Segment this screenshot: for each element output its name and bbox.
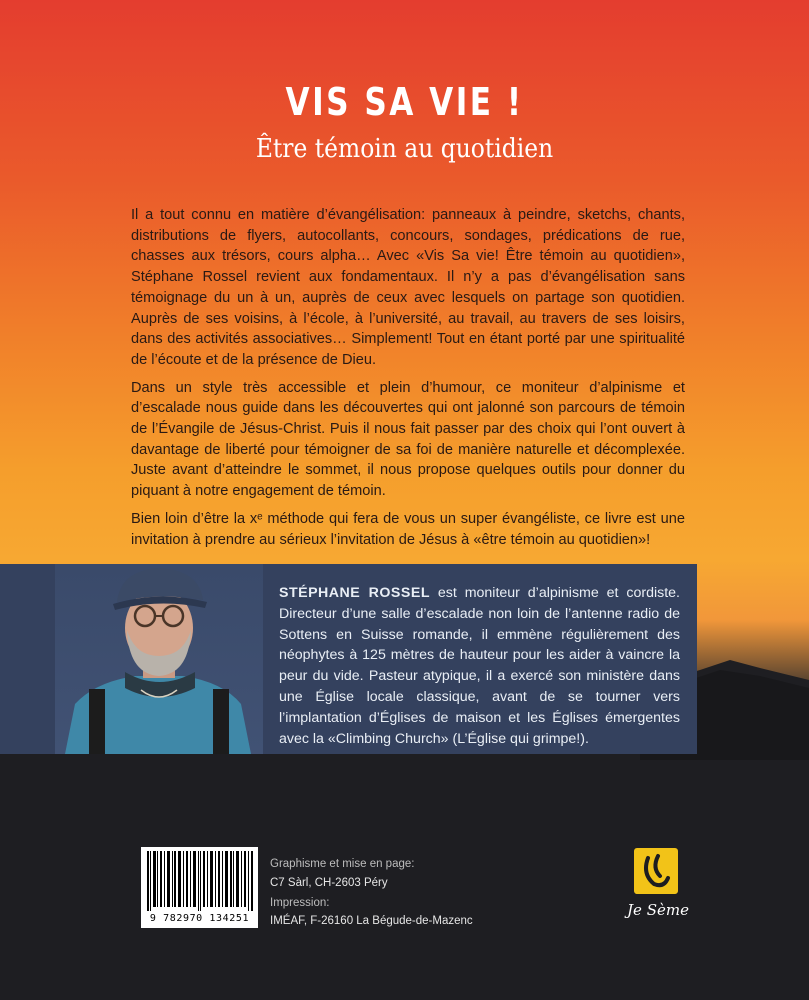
author-bio-text: est moniteur d’alpinisme et cordiste. Directeur d’une salle d’escalade non loin de l’antenne radio de Sottens en Suisse romande, il emmène régulièrement des néophytes à 125 mètres de hauteur pour les aider à vaincre la peur du vide. Pasteur atypique, il a exercé son ministère dans une Église locale classique, avant de se tourner vers l’implantation d’Églises de maison et les Églises émergentes avec la «Climbing Church» (L’Église qui grimpe!).	[279, 585, 680, 747]
book-subtitle: Être témoin au quotidien	[255, 134, 554, 164]
back-cover-blurb	[131, 205, 685, 557]
print-credit-value: IMÉAF, F-26160 La Bégude-de-Mazenc	[270, 915, 473, 927]
author-photo	[55, 564, 263, 754]
isbn-barcode	[141, 847, 258, 928]
book-title: VIS SA VIE !	[285, 80, 524, 124]
blurb-paragraph: Bien loin d’être la xᵉ méthode qui fera de vous un super évangéliste, ce livre est une invitation à prendre au sérieux l’invitation de Jésus à «être témoin au quotidien»!	[131, 510, 685, 548]
design-credit-label: Graphisme et mise en page:	[270, 858, 415, 870]
print-credit-label: Impression:	[270, 897, 330, 909]
author-bio	[279, 583, 680, 749]
author-name: STÉPHANE ROSSEL	[279, 585, 430, 601]
publisher-name: Je Sème	[627, 901, 689, 919]
blurb-paragraph: Dans un style très accessible et plein d’humour, ce moniteur d’alpinisme et d’escalade nous guide dans les découvertes qui ont jalonné son parcours de témoin de l’Évangile de Jésus-Christ. Puis il nous fait passer par des choix qui l’ont ouvert à davantage de liberté pour témoigner de sa foi de manière naturelle et décomplexée. Juste avant d’atteindre le sommet, il nous propose quelques outils pour donner du piquant à notre engagement de témoin.	[131, 379, 685, 500]
isbn-digits: 9 782970 134251	[149, 913, 250, 924]
blurb-paragraph: Il a tout connu en matière d’évangélisation: panneaux à peindre, sketchs, chants, distributions de flyers, autocollants, concours, sondages, prédications de rue, chasses aux trésors, cours alpha… Avec «Vis Sa vie! Être témoin au quotidien», Stéphane Rossel revient aux fondamentaux. Il n’y a pas d’évangélisation sans témoignage du un à un, auprès de ceux avec lesquels on partage son quotidien. Auprès de ses voisins, à l’école, à l’université, au travail, au travers de ses loisirs, dans des activités associatives… Simplement! Tout en étant porté par une spiritualité de l’écoute et de la présence de Dieu.	[131, 207, 685, 368]
design-credit-value: C7 Sàrl, CH-2603 Péry	[270, 877, 388, 889]
publisher-logo-icon	[634, 848, 678, 894]
